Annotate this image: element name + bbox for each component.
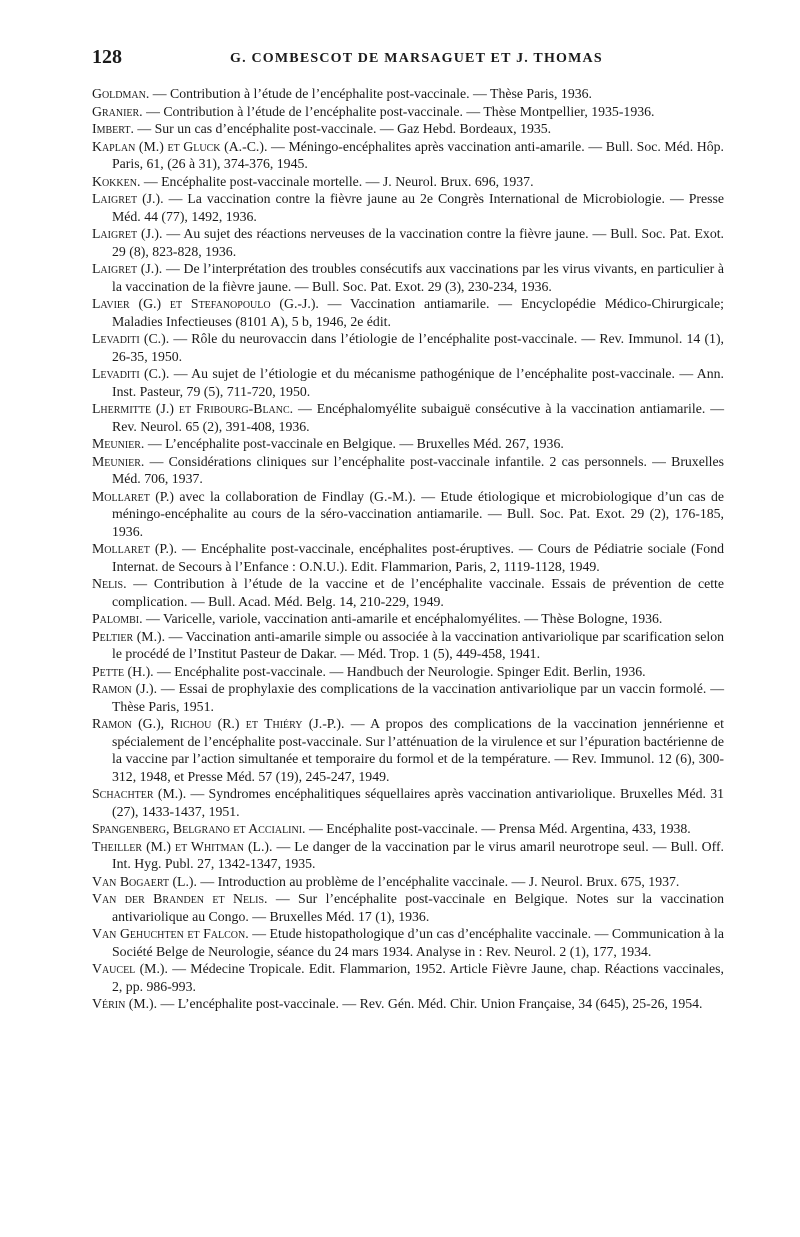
reference-text: — Encéphalite post-vaccinale. — Prensa Méd. Argentina, 433, 1938. (305, 821, 691, 836)
reference-item (92, 138, 724, 173)
reference-author: Spangenberg, Belgrano et Accialini. (92, 821, 306, 836)
reference-author: Granier. (92, 103, 143, 119)
reference-author: Van der Branden et Nelis. (92, 891, 268, 906)
reference-item (92, 838, 724, 873)
reference-author: Pette (H.). (92, 663, 154, 679)
reference-item (92, 873, 724, 891)
reference-author: Meunier. (92, 453, 145, 469)
reference-text: — Encéphalite post-vaccinale mortelle. — J. Neurol. Brux. 696, 1937. (140, 173, 534, 189)
reference-author: Vérin (M.). (92, 996, 158, 1011)
reference-text: — L’encéphalite post-vaccinale en Belgique. — Bruxelles Méd. 267, 1936. (144, 436, 564, 451)
reference-item (92, 365, 724, 400)
reference-item (92, 400, 724, 435)
reference-author: Laigret (J.). (92, 226, 163, 241)
reference-author: Schachter (M.). (92, 786, 187, 801)
reference-text: — Sur l’encéphalite post-vaccinale en Belgique. Notes sur la vaccination antivariolique au Congo. — Bruxelles Méd. 17 (1), 1936. (112, 891, 724, 924)
reference-author: Levaditi (C.). (92, 366, 170, 381)
reference-item (92, 488, 724, 541)
reference-author: Theiller (M.) et Whitman (L.). (92, 838, 273, 854)
reference-text: avec la collaboration de Findlay (G.-M.). — Etude étiologique et microbiologique d’un cas de méningo-encéphalite au cours de la séro-vaccination antiamarile. — Bull. Soc. Pat. Exot. 29 (2), 176-185, 1936. (112, 488, 725, 539)
reference-text: — Contribution à l’étude de l’encéphalite post-vaccinale. — Thèse Montpellier, 1935-1936. (142, 103, 655, 119)
reference-author: Van Gehuchten et Falcon. (92, 926, 249, 941)
reference-author: Nelis. (92, 576, 127, 591)
reference-text: — Le danger de la vaccination par le virus amaril neurotrope seul. — Bull. Off. Int. Hyg. Publ. 27, 1342-1347, 1935. (112, 838, 724, 871)
reference-author: Vaucel (M.). (92, 961, 168, 976)
reference-item (92, 190, 724, 225)
reference-author: Lhermitte (J.) et Fribourg-Blanc. (92, 401, 294, 416)
reference-text: — Introduction au problème de l’encéphalite vaccinale. — J. Neurol. Brux. 675, 1937. (196, 873, 680, 889)
reference-text: — Essai de prophylaxie des complications de la vaccination antivariolique par un vaccin formolé. — Thèse Paris, 1951. (112, 681, 724, 714)
reference-item (92, 330, 724, 365)
reference-text: — Au sujet de l’étiologie et du mécanisme pathogénique de l’encéphalite post-vaccinale. — Ann. Inst. Pasteur, 79 (5), 711-720, 1950. (112, 366, 724, 399)
reference-item (92, 260, 724, 295)
reference-author: Meunier. (92, 436, 145, 451)
reference-text: — De l’interprétation des troubles consécutifs aux vaccinations par les virus vivants, en particulier à la vaccination de la fièvre jaune. — Bull. Soc. Pat. Exot. 29 (3), 230-234, 1936. (112, 261, 724, 294)
reference-author: Kokken. (92, 173, 141, 189)
reference-text: — Encéphalite post-vaccinale. — Handbuch der Neurologie. Spinger Edit. Berlin, 1936. (153, 663, 646, 679)
reference-author: Ramon (J.). (92, 681, 158, 696)
reference-text: — Au sujet des réactions nerveuses de la vaccination contre la fièvre jaune. — Bull. Soc. Pat. Exot. 29 (8), 823-828, 1936. (112, 226, 724, 259)
page-number: 128 (92, 46, 122, 68)
reference-item (92, 540, 724, 575)
reference-item (92, 85, 724, 103)
reference-item (92, 715, 724, 785)
reference-text: — Considérations cliniques sur l’encéphalite post-vaccinale infantile. 2 cas personnels. — Bruxelles Méd. 706, 1937. (112, 453, 724, 486)
reference-author: Kaplan (M.) et Gluck (A.-C.). (92, 138, 268, 154)
reference-text: — Vaccination antiamarile. — Encyclopédie Médico-Chirurgicale; Maladies Infectieuses (8101 A), 5 b, 1946, 2e édit. (112, 296, 724, 329)
reference-text: — Méningo-encéphalites après vaccination anti-amarile. — Bull. Soc. Méd. Hôp. Paris, 61, (26 à 31), 374-376, 1945. (112, 138, 724, 171)
reference-item (92, 295, 724, 330)
reference-item (92, 785, 724, 820)
reference-text: — Encéphalomyélite subaiguë consécutive à la vaccination antiamarile. — Rev. Neurol. 65 (2), 391-408, 1936. (112, 401, 724, 434)
reference-text: — A propos des complications de la vaccination jennérienne et spécialement de l’encéphalite post-vaccinale. Sur l’atténuation de la virulence et sur l’épuration bactérienne de la vaccine par l’action simultanée et temporaire du formol et de la température. — Rev. Immunol. 12 (6), 300-312, 1948, et Presse Méd. 57 (19), 245-247, 1949. (112, 716, 724, 784)
reference-list (92, 85, 724, 1013)
reference-author: Ramon (G.), Richou (R.) et Thiéry (J.-P.). (92, 716, 345, 731)
reference-item (92, 610, 724, 628)
reference-item (92, 103, 724, 121)
reference-item (92, 435, 724, 453)
reference-item (92, 225, 724, 260)
reference-text: — Sur un cas d’encéphalite post-vaccinale. — Gaz Hebd. Bordeaux, 1935. (133, 121, 552, 136)
reference-item (92, 925, 724, 960)
reference-text: — Médecine Tropicale. Edit. Flammarion, 1952. Article Fièvre Jaune, chap. Réactions vaccinales, 2, pp. 986-993. (112, 961, 724, 994)
reference-author: Mollaret (P.). (92, 541, 178, 556)
reference-author: Van Bogaert (L.). (92, 873, 197, 889)
reference-item (92, 453, 724, 488)
reference-text: — Contribution à l’étude de la vaccine et de l’encéphalite vaccinale. Essais de prévention de cette complication. — Bull. Acad. Méd. Belg. 14, 210-229, 1949. (112, 576, 724, 609)
reference-item (92, 820, 724, 838)
reference-author: Lavier (G.) et Stefanopoulo (G.-J.). (92, 296, 319, 311)
reference-item (92, 680, 724, 715)
reference-author: Levaditi (C.). (92, 331, 170, 346)
reference-text: — Varicelle, variole, vaccination anti-amarile et encéphalomyélites. — Thèse Bologne, 1936. (142, 611, 663, 626)
reference-text: — Vaccination anti-amarile simple ou associée à la vaccination antivariolique par scarification selon le procédé de l’Institut Pasteur de Dakar. — Méd. Trop. 1 (5), 449-458, 1941. (112, 628, 724, 661)
running-head: G. COMBESCOT DE MARSAGUET ET J. THOMAS (230, 51, 603, 66)
reference-item (92, 575, 724, 610)
reference-text: — Contribution à l’étude de l’encéphalite post-vaccinale. — Thèse Paris, 1936. (149, 86, 592, 101)
reference-author: Palombi. (92, 611, 143, 626)
page-header (92, 46, 732, 76)
reference-author: Goldman. (92, 86, 150, 101)
reference-text: — Rôle du neurovaccin dans l’étiologie de l’encéphalite post-vaccinale. — Rev. Immunol. 14 (1), 26-35, 1950. (112, 331, 725, 364)
reference-text: — Encéphalite post-vaccinale, encéphalites post-éruptives. — Cours de Pédiatrie sociale (Fond Internat. de Secours à l’Enfance : O.N.U.). Edit. Flammarion, Paris, 2, 1119-1128, 1949. (112, 541, 724, 574)
reference-text: — La vaccination contre la fièvre jaune au 2e Congrès International de Microbiologie. — Presse Méd. 44 (77), 1492, 1936. (112, 191, 725, 224)
reference-item (92, 960, 724, 995)
reference-author: Imbert. (92, 121, 134, 136)
reference-item (92, 173, 724, 191)
reference-text: — Syndromes encéphalitiques séquellaires après vaccination antivariolique. Bruxelles Méd. 31 (27), 1433-1437, 1951. (112, 786, 724, 819)
reference-author: Laigret (J.). (92, 191, 164, 206)
reference-author: Peltier (M.). (92, 628, 166, 644)
reference-item (92, 628, 724, 663)
reference-item (92, 995, 724, 1013)
reference-author: Mollaret (P.) (92, 488, 174, 504)
reference-item (92, 890, 724, 925)
reference-item (92, 663, 724, 681)
reference-item (92, 120, 724, 138)
reference-text: — Etude histopathologique d’un cas d’encéphalite vaccinale. — Communication à la Société Belge de Neurologie, séance du 24 mars 1934. Analyse in : Rev. Neurol. 2 (1), 177, 1934. (112, 926, 724, 959)
reference-text: — L’encéphalite post-vaccinale. — Rev. Gén. Méd. Chir. Union Française, 34 (645), 25-26, 1954. (157, 996, 703, 1011)
reference-author: Laigret (J.). (92, 261, 163, 276)
